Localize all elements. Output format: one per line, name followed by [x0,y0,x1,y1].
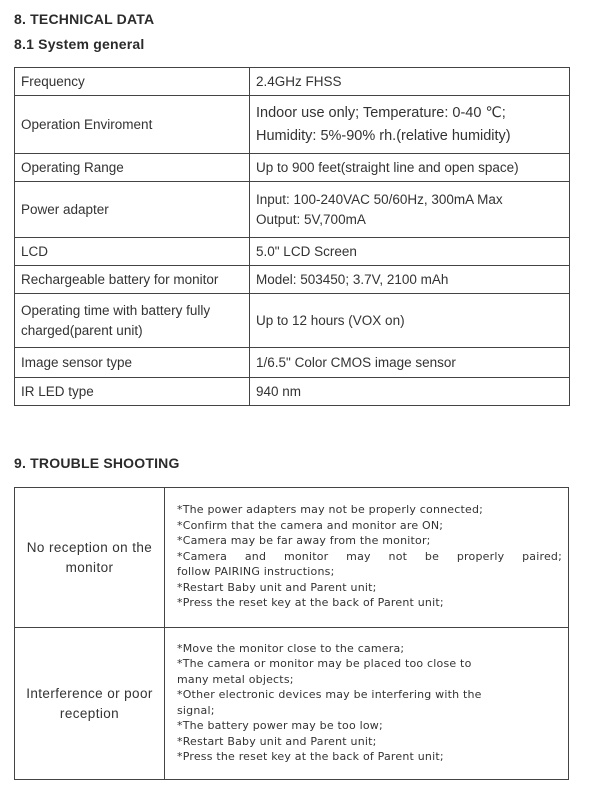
spec-value [250,154,570,182]
spec-value-line: 940 nm [256,383,302,399]
table-row [15,294,570,348]
troubleshooting-table [14,487,569,780]
solution-line: *Restart Baby unit and Parent unit; [177,580,377,594]
spec-label: Operating time with battery fully charged(parent unit) [15,294,250,348]
table-row [15,68,570,96]
spec-value-line: Up to 12 hours (VOX on) [256,312,405,328]
spec-value-line: 1/6.5" Color CMOS image sensor [256,354,456,370]
solution-line: *Restart Baby unit and Parent unit; [177,734,377,748]
spec-value [250,96,570,154]
spec-value-line: Up to 900 feet(straight line and open space) [256,159,519,175]
spec-value [250,378,570,406]
spec-label: IR LED type [15,378,250,406]
solution-line: *Press the reset key at the back of Parent unit; [177,750,444,763]
solution-line: *Camera and monitor may not be properly paired; [177,549,562,563]
solution-line: *Other electronic devices may be interfering with the [177,688,482,701]
solution-list [165,628,569,780]
spec-label: Operation Enviroment [15,96,250,154]
spec-label: LCD [15,238,250,266]
spec-label: Frequency [15,68,250,96]
spec-label: Rechargeable battery for monitor [15,266,250,294]
spec-value [250,182,570,238]
spec-value [250,348,570,378]
table-row [15,182,570,238]
solution-line: many metal objects; [177,672,294,686]
table-row [15,96,570,154]
spec-value-line: 2.4GHz FHSS [256,73,342,89]
table-row [15,348,570,378]
spec-label: Image sensor type [15,348,250,378]
spec-value-line: 5.0" LCD Screen [256,243,357,259]
problem-label: Interference or poor reception [15,628,165,780]
solution-list [165,488,569,628]
section-8-heading: 8. TECHNICAL DATA [14,11,155,27]
spec-value [250,266,570,294]
solution-line: *Move the monitor close to the camera; [177,641,405,655]
section-8-1-heading: 8.1 System general [14,36,145,52]
solution-line: signal; [177,703,215,717]
spec-value-line: Input: 100-240VAC 50/60Hz, 300mA Max [256,191,503,207]
table-row [15,238,570,266]
technical-data-table [14,67,570,406]
problem-label: No reception on the monitor [15,488,165,628]
table-row [15,378,570,406]
solution-line: *Confirm that the camera and monitor are ON; [177,518,444,532]
spec-value-line: Model: 503450; 3.7V, 2100 mAh [256,271,449,287]
solution-line: *The battery power may be too low; [177,719,383,732]
table-row [15,266,570,294]
spec-value [250,68,570,96]
spec-value-line: Indoor use only; Temperature: 0-40 ℃; [256,104,506,121]
table-row [15,154,570,182]
spec-value-line: Output: 5V,700mA [256,211,366,227]
spec-value-line: Humidity: 5%-90% rh.(relative humidity) [256,127,511,144]
solution-line: follow PAIRING instructions; [177,565,335,579]
solution-line: *Camera may be far away from the monitor; [177,534,431,548]
solution-line: *The camera or monitor may be placed too close to [177,657,472,670]
section-9-heading: 9. TROUBLE SHOOTING [14,455,180,471]
spec-value [250,294,570,348]
spec-value [250,238,570,266]
solution-line: *Press the reset key at the back of Parent unit; [177,596,444,610]
table-row [15,628,569,780]
table-row [15,488,569,628]
spec-label: Operating Range [15,154,250,182]
spec-label: Power adapter [15,182,250,238]
solution-line: *The power adapters may not be properly connected; [177,503,484,517]
